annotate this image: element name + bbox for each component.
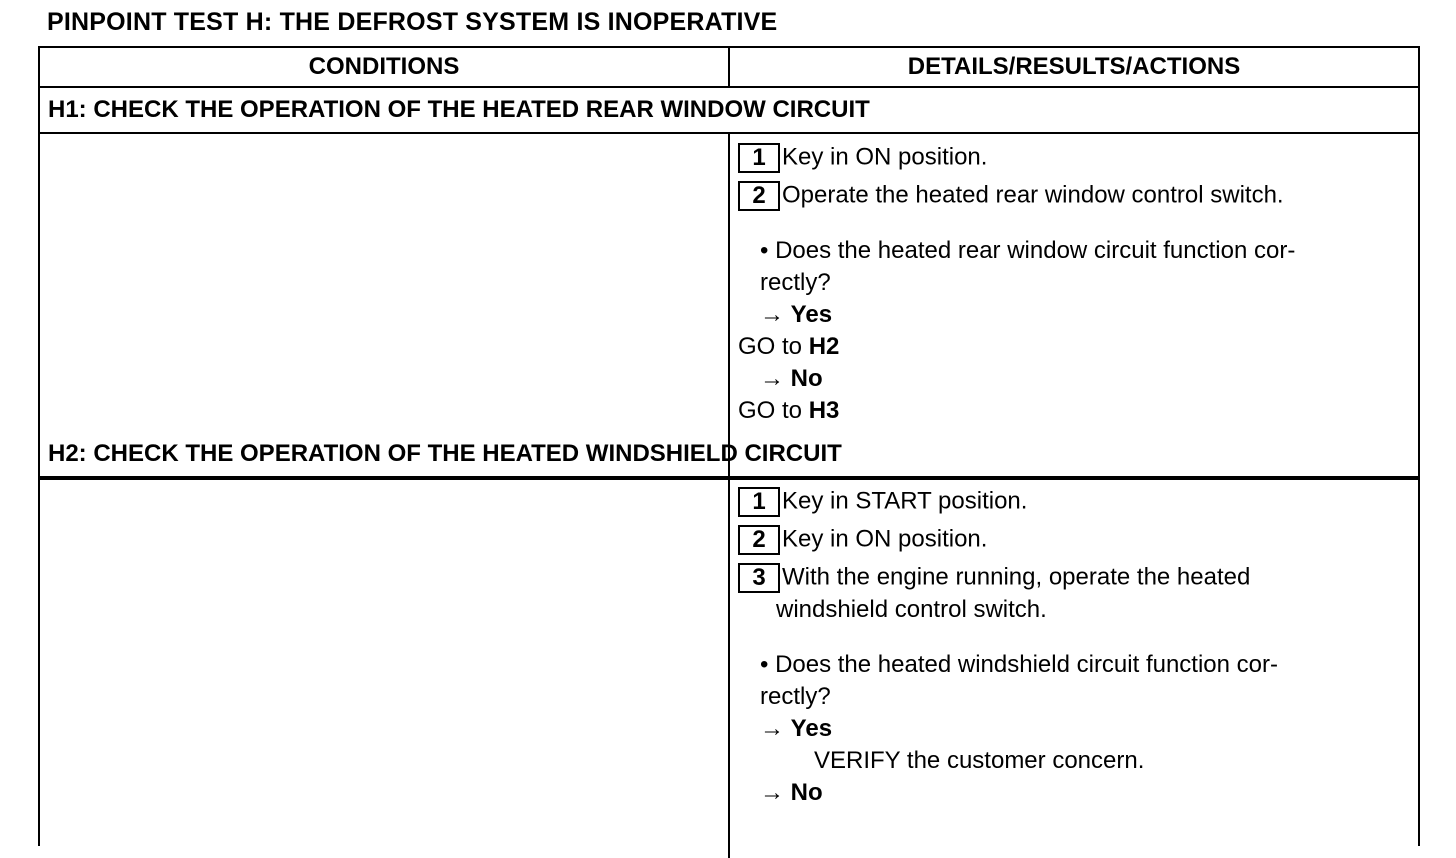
arrow-icon: → (760, 301, 784, 328)
h1-yes-action-prefix: GO to (738, 333, 809, 360)
h2-body-row (40, 478, 1418, 858)
h1-section-heading: H1: CHECK THE OPERATION OF THE HEATED REAR WINDOW CIRCUIT (40, 88, 1418, 134)
h2-step-1 (738, 486, 1027, 517)
h1-body-row (40, 134, 1418, 480)
h2-section-heading: H2: CHECK THE OPERATION OF THE HEATED WINDSHIELD CIRCUIT (40, 432, 1418, 478)
h1-yes-action (738, 331, 839, 363)
step-number-box: 2 (738, 181, 780, 211)
h2-step-2 (738, 524, 987, 555)
h2-step-2-text: Key in ON position. (782, 525, 988, 553)
h1-yes-action-target: H2 (808, 333, 840, 360)
h1-no-label: No (790, 365, 823, 392)
page-title: PINPOINT TEST H: THE DEFROST SYSTEM IS INOPERATIVE (47, 8, 778, 36)
h1-step-2-text: Operate the heated rear window control switch. (782, 181, 1284, 209)
arrow-icon: → (760, 779, 784, 806)
h2-step-1-text: Key in START position. (782, 487, 1028, 515)
h1-step-2 (738, 180, 1284, 211)
step-number-box: 1 (738, 143, 780, 173)
h1-no-action-prefix: GO to (738, 397, 809, 424)
h2-question-line-1: • Does the heated windshield circuit function cor- (760, 651, 1279, 678)
step-number-box: 3 (738, 563, 780, 593)
h1-conditions-cell (40, 134, 730, 478)
arrow-icon: → (760, 365, 784, 392)
h2-step-3-text: With the engine running, operate the heated (782, 563, 1251, 591)
h2-question-line-2: rectly? (760, 683, 831, 710)
h2-yes-result (738, 713, 832, 745)
h2-conditions-cell (40, 478, 730, 858)
arrow-icon: → (760, 715, 784, 742)
h1-question-line-1: • Does the heated rear window circuit function cor- (760, 237, 1296, 264)
details-column-header: DETAILS/RESULTS/ACTIONS (907, 53, 1241, 80)
h2-yes-label: Yes (790, 715, 833, 742)
h1-yes-label: Yes (790, 301, 833, 328)
h1-no-action-target: H3 (808, 397, 840, 424)
h2-no-label: No (790, 779, 823, 806)
h1-step-1 (738, 142, 987, 173)
h2-step-3-text-continued: windshield control switch. (776, 596, 1047, 623)
h2-yes-action: VERIFY the customer concern. (814, 747, 1145, 774)
h1-step-1-text: Key in ON position. (782, 143, 988, 171)
h1-yes-result (738, 299, 832, 331)
h1-no-action (738, 395, 839, 427)
h2-step-3 (738, 562, 1250, 593)
table-header-row (40, 48, 1418, 88)
step-number-box: 2 (738, 525, 780, 555)
h2-no-result (738, 777, 823, 809)
pinpoint-test-table (38, 46, 1420, 846)
h1-no-result (738, 363, 823, 395)
conditions-column-header: CONDITIONS (40, 48, 730, 86)
h1-question-line-2: rectly? (760, 269, 831, 296)
step-number-box: 1 (738, 487, 780, 517)
